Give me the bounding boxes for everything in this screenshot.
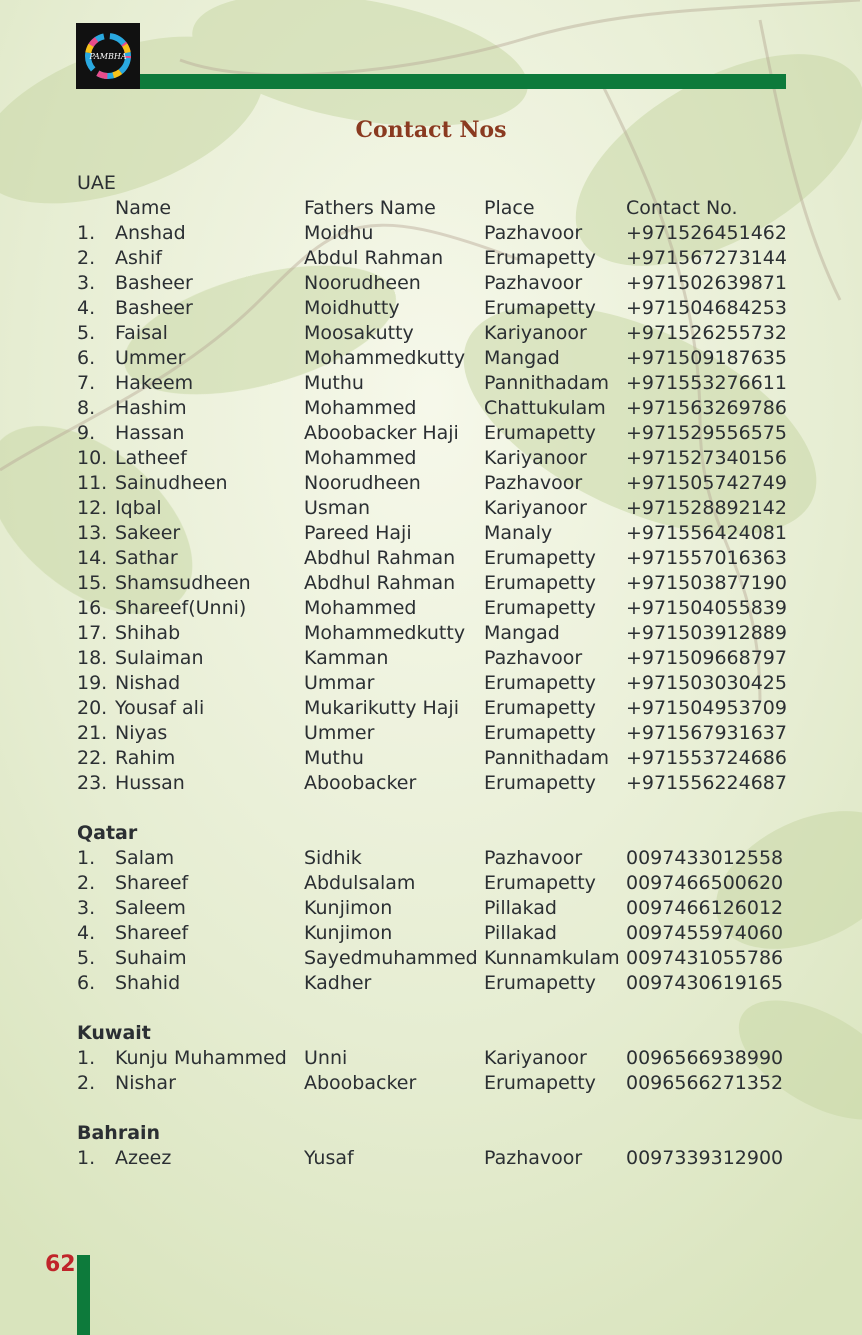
contact-number: +971509187635 xyxy=(626,347,787,369)
father-name: Moosakutty xyxy=(304,322,414,344)
father-name: Sayedmuhammed xyxy=(304,947,478,969)
row-number: 5. xyxy=(77,322,96,344)
row-number: 12. xyxy=(77,497,108,519)
page-number: 62 xyxy=(45,1252,76,1277)
father-name: Ummer xyxy=(304,722,375,744)
contact-number: 0096566271352 xyxy=(626,1072,784,1094)
father-name: Sidhik xyxy=(304,847,362,869)
place: Erumapetty xyxy=(484,247,596,269)
row-number: 6. xyxy=(77,347,96,369)
father-name: Abdulsalam xyxy=(304,872,416,894)
contact-name: Sulaiman xyxy=(115,647,204,669)
contact-name: Azeez xyxy=(115,1147,172,1169)
father-name: Aboobacker Haji xyxy=(304,422,459,444)
contact-row xyxy=(77,746,797,771)
father-name: Kamman xyxy=(304,647,389,669)
contact-row xyxy=(77,671,797,696)
father-name: Aboobacker xyxy=(304,772,417,794)
contact-number: 0097431055786 xyxy=(626,947,784,969)
father-name: Noorudheen xyxy=(304,472,421,494)
contact-name: Iqbal xyxy=(115,497,162,519)
contact-row xyxy=(77,346,797,371)
footer-bar xyxy=(77,1255,90,1335)
place: Pazhavoor xyxy=(484,647,583,669)
contact-row xyxy=(77,621,797,646)
contact-name: Basheer xyxy=(115,297,193,319)
contact-name: Shareef(Unni) xyxy=(115,597,247,619)
svg-text:PAMBHA: PAMBHA xyxy=(89,52,127,61)
country-name: UAE xyxy=(77,172,116,194)
father-name: Ummar xyxy=(304,672,375,694)
contact-name: Hashim xyxy=(115,397,187,419)
contact-name: Shareef xyxy=(115,872,189,894)
row-number: 1. xyxy=(77,1047,96,1069)
contact-name: Faisal xyxy=(115,322,168,344)
place: Pillakad xyxy=(484,897,557,919)
contact-name: Hussan xyxy=(115,772,185,794)
row-number: 3. xyxy=(77,897,96,919)
contact-number: 0097466126012 xyxy=(626,897,784,919)
contact-row xyxy=(77,421,797,446)
contact-name: Nishar xyxy=(115,1072,176,1094)
row-number: 2. xyxy=(77,1072,96,1094)
contact-row xyxy=(77,896,797,921)
contact-name: Shareef xyxy=(115,922,189,944)
contact-row xyxy=(77,871,797,896)
contact-name: Salam xyxy=(115,847,175,869)
contact-row xyxy=(77,846,797,871)
section-spacer xyxy=(77,796,797,821)
contact-number: 0096566938990 xyxy=(626,1047,784,1069)
contact-row xyxy=(77,646,797,671)
contact-row xyxy=(77,921,797,946)
contact-row xyxy=(77,1071,797,1096)
contact-number: +971556424081 xyxy=(626,522,787,544)
contact-row xyxy=(77,971,797,996)
contact-name: Rahim xyxy=(115,747,176,769)
row-number: 23. xyxy=(77,772,108,794)
country-name: Qatar xyxy=(77,822,138,844)
contact-number: +971526451462 xyxy=(626,222,787,244)
contact-name: Shihab xyxy=(115,622,181,644)
place: Erumapetty xyxy=(484,297,596,319)
contact-number: +971567273144 xyxy=(626,247,787,269)
contact-number: +971557016363 xyxy=(626,547,787,569)
father-name: Abdhul Rahman xyxy=(304,572,456,594)
contact-name: Niyas xyxy=(115,722,168,744)
section-spacer xyxy=(77,996,797,1021)
place: Kunnamkulam xyxy=(484,947,620,969)
father-name: Kunjimon xyxy=(304,922,393,944)
contact-list xyxy=(77,171,797,1171)
contact-row xyxy=(77,246,797,271)
contact-number: +971556224687 xyxy=(626,772,787,794)
row-number: 2. xyxy=(77,872,96,894)
row-number: 4. xyxy=(77,297,96,319)
contact-name: Nishad xyxy=(115,672,181,694)
contact-name: Basheer xyxy=(115,272,193,294)
contact-row xyxy=(77,396,797,421)
row-number: 6. xyxy=(77,972,96,994)
row-number: 22. xyxy=(77,747,108,769)
place: Erumapetty xyxy=(484,972,596,994)
father-name: Muthu xyxy=(304,372,364,394)
row-number: 10. xyxy=(77,447,108,469)
place: Erumapetty xyxy=(484,697,596,719)
father-name: Mohammed xyxy=(304,397,417,419)
contact-name: Sathar xyxy=(115,547,178,569)
father-name: Mohammed xyxy=(304,597,417,619)
place: Erumapetty xyxy=(484,572,596,594)
row-number: 9. xyxy=(77,422,96,444)
contact-number: +971509668797 xyxy=(626,647,787,669)
contact-number: +971553724686 xyxy=(626,747,787,769)
place: Pannithadam xyxy=(484,372,609,394)
contact-row xyxy=(77,321,797,346)
contact-row xyxy=(77,1046,797,1071)
father-name: Yusaf xyxy=(304,1147,354,1169)
place: Pannithadam xyxy=(484,747,609,769)
father-name: Usman xyxy=(304,497,370,519)
contact-number: 0097339312900 xyxy=(626,1147,784,1169)
father-name: Moidhutty xyxy=(304,297,400,319)
row-number: 13. xyxy=(77,522,108,544)
row-number: 8. xyxy=(77,397,96,419)
contact-number: +971553276611 xyxy=(626,372,787,394)
contact-name: Yousaf ali xyxy=(115,697,205,719)
contact-name: Suhaim xyxy=(115,947,187,969)
place: Kariyanoor xyxy=(484,322,587,344)
father-name: Aboobacker xyxy=(304,1072,417,1094)
row-number: 14. xyxy=(77,547,108,569)
contact-name: Kunju Muhammed xyxy=(115,1047,287,1069)
contact-name: Hassan xyxy=(115,422,185,444)
contact-name: Shahid xyxy=(115,972,181,994)
contact-name: Anshad xyxy=(115,222,186,244)
contact-name: Hakeem xyxy=(115,372,194,394)
pambha-logo xyxy=(76,23,140,89)
contact-name: Sakeer xyxy=(115,522,181,544)
contact-number: +971504953709 xyxy=(626,697,787,719)
contact-row xyxy=(77,521,797,546)
row-number: 4. xyxy=(77,922,96,944)
contact-number: 0097433012558 xyxy=(626,847,784,869)
place: Erumapetty xyxy=(484,597,596,619)
contact-number: +971527340156 xyxy=(626,447,787,469)
father-name: Mohammedkutty xyxy=(304,622,466,644)
contact-row xyxy=(77,696,797,721)
contact-row xyxy=(77,271,797,296)
father-name: Mukarikutty Haji xyxy=(304,697,459,719)
contact-name: Sainudheen xyxy=(115,472,228,494)
place: Pazhavoor xyxy=(484,1147,583,1169)
place: Erumapetty xyxy=(484,722,596,744)
contact-number: +971503030425 xyxy=(626,672,787,694)
place: Erumapetty xyxy=(484,547,596,569)
row-number: 18. xyxy=(77,647,108,669)
place: Manaly xyxy=(484,522,553,544)
contact-number: +971528892142 xyxy=(626,497,787,519)
column-headers xyxy=(77,196,797,221)
row-number: 19. xyxy=(77,672,108,694)
father-name: Kunjimon xyxy=(304,897,393,919)
father-name: Mohammed xyxy=(304,447,417,469)
contact-row xyxy=(77,371,797,396)
father-name: Moidhu xyxy=(304,222,374,244)
contact-number: 0097466500620 xyxy=(626,872,784,894)
contact-number: +971526255732 xyxy=(626,322,787,344)
country-heading xyxy=(77,1121,797,1146)
row-number: 11. xyxy=(77,472,108,494)
place: Kariyanoor xyxy=(484,1047,587,1069)
father-name: Noorudheen xyxy=(304,272,421,294)
contact-number: +971503912889 xyxy=(626,622,787,644)
row-number: 21. xyxy=(77,722,108,744)
place: Mangad xyxy=(484,622,560,644)
contact-row xyxy=(77,721,797,746)
contact-name: Ummer xyxy=(115,347,186,369)
place: Erumapetty xyxy=(484,422,596,444)
place: Erumapetty xyxy=(484,672,596,694)
row-number: 17. xyxy=(77,622,108,644)
contact-row xyxy=(77,446,797,471)
father-name: Mohammedkutty xyxy=(304,347,466,369)
contact-number: +971504055839 xyxy=(626,597,787,619)
country-heading xyxy=(77,1021,797,1046)
row-number: 7. xyxy=(77,372,96,394)
place: Erumapetty xyxy=(484,772,596,794)
place: Mangad xyxy=(484,347,560,369)
row-number: 1. xyxy=(77,847,96,869)
contact-number: +971503877190 xyxy=(626,572,787,594)
contact-number: 0097455974060 xyxy=(626,922,784,944)
contact-name: Saleem xyxy=(115,897,186,919)
contact-number: +971502639871 xyxy=(626,272,787,294)
contact-row xyxy=(77,496,797,521)
place: Kariyanoor xyxy=(484,447,587,469)
column-header-father: Fathers Name xyxy=(304,197,436,219)
contact-row xyxy=(77,1146,797,1171)
column-header-place: Place xyxy=(484,197,535,219)
contact-row xyxy=(77,221,797,246)
contact-name: Ashif xyxy=(115,247,162,269)
place: Erumapetty xyxy=(484,872,596,894)
place: Pazhavoor xyxy=(484,472,583,494)
row-number: 1. xyxy=(77,1147,96,1169)
contact-number: 0097430619165 xyxy=(626,972,784,994)
contact-number: +971504684253 xyxy=(626,297,787,319)
country-heading xyxy=(77,171,797,196)
contact-number: +971563269786 xyxy=(626,397,787,419)
contact-row xyxy=(77,571,797,596)
contact-name: Shamsudheen xyxy=(115,572,251,594)
country-name: Kuwait xyxy=(77,1022,151,1044)
section-spacer xyxy=(77,1096,797,1121)
father-name: Kadher xyxy=(304,972,372,994)
country-heading xyxy=(77,821,797,846)
father-name: Abdul Rahman xyxy=(304,247,444,269)
contact-row xyxy=(77,946,797,971)
contact-name: Latheef xyxy=(115,447,187,469)
row-number: 5. xyxy=(77,947,96,969)
place: Kariyanoor xyxy=(484,497,587,519)
contact-number: +971529556575 xyxy=(626,422,787,444)
country-name: Bahrain xyxy=(77,1122,161,1144)
contact-row xyxy=(77,771,797,796)
father-name: Pareed Haji xyxy=(304,522,412,544)
father-name: Muthu xyxy=(304,747,364,769)
contact-row xyxy=(77,471,797,496)
father-name: Unni xyxy=(304,1047,348,1069)
place: Pillakad xyxy=(484,922,557,944)
column-header-name: Name xyxy=(115,197,172,219)
row-number: 16. xyxy=(77,597,108,619)
row-number: 20. xyxy=(77,697,108,719)
place: Chattukulam xyxy=(484,397,606,419)
row-number: 3. xyxy=(77,272,96,294)
father-name: Abdhul Rahman xyxy=(304,547,456,569)
row-number: 1. xyxy=(77,222,96,244)
contact-row xyxy=(77,296,797,321)
contact-number: +971505742749 xyxy=(626,472,787,494)
place: Pazhavoor xyxy=(484,847,583,869)
place: Erumapetty xyxy=(484,1072,596,1094)
contact-row xyxy=(77,546,797,571)
row-number: 15. xyxy=(77,572,108,594)
header-bar xyxy=(140,74,786,89)
place: Pazhavoor xyxy=(484,222,583,244)
page-title: Contact Nos xyxy=(355,117,507,143)
row-number: 2. xyxy=(77,247,96,269)
contact-row xyxy=(77,596,797,621)
place: Pazhavoor xyxy=(484,272,583,294)
column-header-contact: Contact No. xyxy=(626,197,738,219)
contact-number: +971567931637 xyxy=(626,722,787,744)
